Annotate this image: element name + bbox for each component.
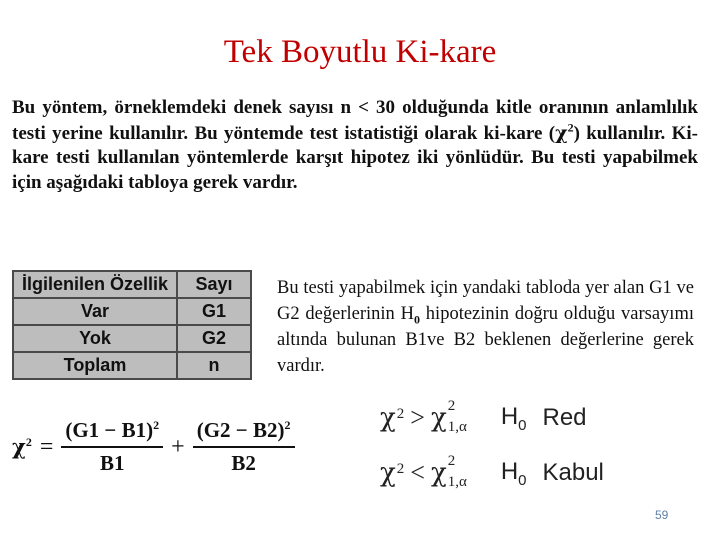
table-row (13, 352, 251, 379)
fraction-1-num-text: (G1 − B1) (65, 418, 154, 442)
row-label: Yok (13, 325, 177, 352)
cond-decision: Red (542, 404, 587, 432)
cond-relation: > (410, 403, 425, 433)
fraction-2-power: 2 (284, 418, 291, 432)
chi-power: 2 (567, 120, 574, 135)
intro-text-1: Bu yöntem, örneklemdeki denek sayısı n < 30 olduğunda kitle oranının anlamlılık testi yerine kullanılır. Bu yöntemde test istatistiği olarak ki-kare ( (12, 97, 698, 144)
formula-equals: = (39, 433, 54, 460)
cond-chi-scripts (396, 460, 405, 481)
row-value: G2 (177, 325, 251, 352)
cond-crit-power: 2 (447, 453, 456, 470)
intro-paragraph (12, 96, 698, 195)
cond-crit-scripts (447, 398, 467, 436)
cond-decision: Kabul (542, 459, 604, 487)
formula-chi-power: 2 (25, 435, 32, 449)
cond-chi-power: 2 (396, 405, 405, 422)
cond-h: H (500, 403, 519, 430)
formula-fraction-2 (193, 418, 295, 476)
fraction-1-numerator (61, 418, 163, 448)
row-value: G1 (177, 298, 251, 325)
cond-h-sub: 0 (518, 416, 527, 434)
cond-crit-sub: 1,α (447, 419, 467, 436)
row-label: Toplam (13, 352, 177, 379)
formula-plus: + (171, 433, 185, 460)
chi-square-formula (12, 418, 299, 476)
side-text-1: Bu testi yapabilmek için yandaki tabloda yer alan G1 ve G2 değerlerinin H (277, 278, 694, 324)
condition-reject (380, 398, 587, 436)
row-label: Var (13, 298, 177, 325)
cond-crit-sub: 1,α (447, 474, 467, 491)
cond-chi-power: 2 (396, 460, 405, 477)
cond-h: H (500, 458, 519, 485)
side-text-2: hipotezinin doğru olduğu varsayımı altında bulunan B1ve B2 beklenen değerlerine gerek vardır. (277, 304, 694, 376)
cond-crit-power: 2 (447, 398, 456, 415)
cond-crit-chi: χ (430, 403, 447, 434)
table-row (13, 325, 251, 352)
page-number: 59 (655, 508, 669, 522)
slide-title: Tek Boyutlu Ki-kare (223, 34, 497, 70)
intro-text-2: ) kullanılır. Ki-kare testi kullanılan yöntemlerde karşıt hipotez iki yönlüdür. Bu testi yapabilmek için aşağıdaki tabloya gerek vardır. (12, 122, 698, 193)
cond-chi-scripts (396, 405, 405, 426)
header-count: Sayı (177, 271, 251, 298)
cond-chi: χ (380, 458, 396, 489)
formula-fraction-1 (61, 418, 163, 476)
fraction-1-denominator: B1 (100, 451, 125, 475)
condition-accept (380, 453, 604, 491)
cond-crit-scripts (447, 453, 467, 491)
cond-hypothesis (501, 403, 527, 434)
formula-chi: χ (12, 434, 26, 459)
fraction-2-denominator: B2 (231, 451, 256, 475)
row-value: n (177, 352, 251, 379)
property-table (12, 270, 252, 380)
chi-symbol: χ (555, 121, 568, 144)
table-row (13, 298, 251, 325)
formula-lhs (12, 434, 32, 460)
cond-chi: χ (380, 403, 396, 434)
fraction-2-numerator (193, 418, 295, 448)
fraction-1-power: 2 (153, 418, 160, 432)
cond-h-sub: 0 (518, 471, 527, 489)
fraction-2-num-text: (G2 − B2) (196, 418, 285, 442)
cond-relation: < (410, 458, 425, 488)
side-paragraph (277, 275, 694, 379)
side-h0-sub: 0 (413, 312, 420, 327)
table-header-row (13, 271, 251, 298)
header-property: İlgilenilen Özellik (13, 271, 177, 298)
cond-hypothesis (501, 458, 527, 489)
cond-crit-chi: χ (430, 458, 447, 489)
